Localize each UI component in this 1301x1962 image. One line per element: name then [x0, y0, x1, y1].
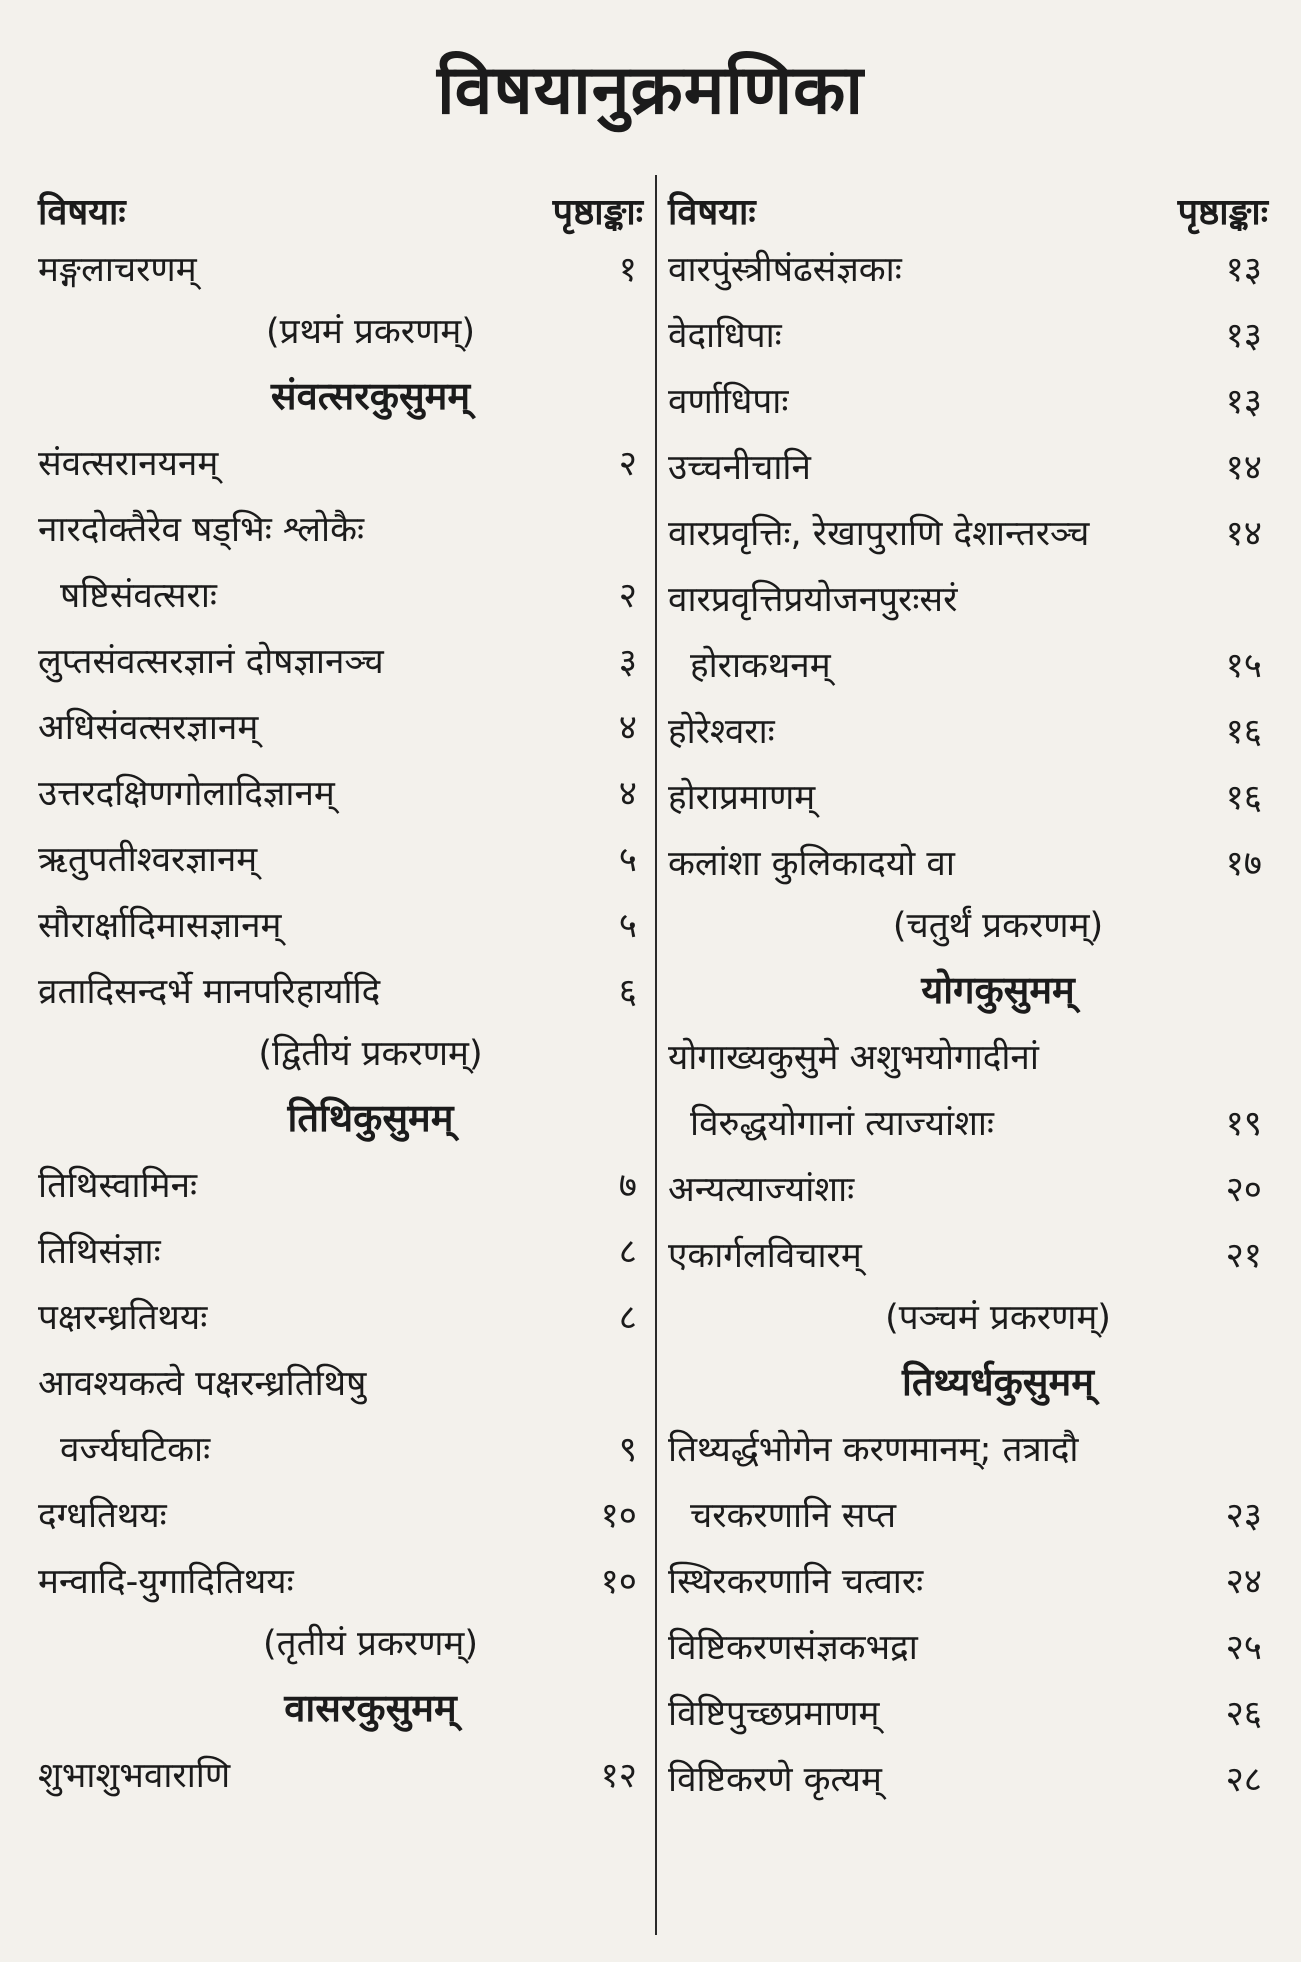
chapter-heading: तिथ्यर्धकुसुमम् — [902, 1360, 1094, 1404]
entry-page-number: १२ — [600, 1755, 637, 1796]
entry-page-number: ३ — [618, 641, 637, 682]
entry-title: होराकथनम् — [690, 645, 831, 686]
entry-page-number: १० — [600, 1561, 637, 1602]
chapter-heading: संवत्सरकुसुमम् — [270, 374, 471, 418]
chapter-label: (तृतीयं प्रकरणम्) — [262, 1624, 479, 1664]
page-title: विषयानुक्रमणिका — [436, 51, 865, 130]
toc-entry — [38, 759, 643, 825]
entry-page-number: २५ — [1225, 1627, 1262, 1668]
entry-title: वारप्रवृत्तिप्रयोजनपुरःसरं — [668, 579, 958, 620]
toc-entry — [668, 433, 1268, 499]
entry-title: तिथिस्वामिनः — [38, 1165, 198, 1206]
entry-title: अन्यत्याज्यांशाः — [668, 1169, 855, 1210]
entry-title: वर्ज्यघटिकाः — [60, 1429, 211, 1470]
entry-page-number: १४ — [1225, 513, 1262, 554]
toc-entry — [38, 1547, 643, 1613]
toc-entry — [668, 1679, 1268, 1745]
entry-page-number: १५ — [1225, 645, 1262, 686]
entry-page-number: १३ — [1225, 249, 1262, 290]
entry-page-number: २४ — [1225, 1561, 1262, 1602]
toc-entry — [668, 1023, 1268, 1089]
entry-title: लुप्तसंवत्सरज्ञानं दोषज्ञानञ्च — [38, 641, 384, 682]
entry-title: उच्चनीचानि — [668, 447, 811, 488]
toc-entry — [668, 301, 1268, 367]
toc-entry — [38, 825, 643, 891]
entry-page-number: ९ — [618, 1429, 637, 1470]
column-divider — [655, 175, 657, 1935]
entry-title: अधिसंवत्सरज्ञानम् — [38, 707, 259, 748]
entry-title: वर्णाधिपाः — [668, 381, 789, 422]
toc-entry — [668, 1547, 1268, 1613]
entry-title: विष्टिकरणसंज्ञकभद्रा — [668, 1627, 918, 1668]
entry-title: तिथिसंज्ञाः — [38, 1231, 161, 1272]
entry-page-number: १४ — [1225, 447, 1262, 488]
toc-entry — [38, 1151, 643, 1217]
left-entry-list — [38, 235, 643, 1807]
toc-entry — [38, 235, 643, 301]
toc-entry — [668, 631, 1268, 697]
entry-title: वारपुंस्त्रीषंढसंज्ञकाः — [668, 249, 902, 290]
entry-page-number: २१ — [1225, 1235, 1262, 1276]
subject-header: विषयाः — [668, 192, 756, 233]
toc-entry — [668, 1481, 1268, 1547]
entry-title: विष्टिकरणे कृत्यम् — [668, 1759, 882, 1800]
entry-page-number: २६ — [1225, 1693, 1262, 1734]
entry-page-number: ७ — [618, 1165, 637, 1206]
entry-title: षष्टिसंवत्सराः — [60, 575, 217, 616]
entry-page-number: ८ — [618, 1297, 637, 1338]
toc-entry — [38, 495, 643, 561]
toc-entry — [668, 697, 1268, 763]
toc-entry — [38, 561, 643, 627]
toc-entry — [668, 235, 1268, 301]
chapter-heading: वासरकुसुमम् — [284, 1686, 457, 1730]
toc-entry — [38, 1283, 643, 1349]
right-entry-list — [668, 235, 1268, 1811]
entry-page-number: १६ — [1225, 711, 1262, 752]
entry-page-number: १ — [618, 249, 637, 290]
toc-entry — [38, 1481, 643, 1547]
right-column — [668, 165, 1268, 1811]
toc-entry — [668, 499, 1268, 565]
entry-page-number: २८ — [1225, 1759, 1262, 1800]
chapter-label: (प्रथमं प्रकरणम्) — [266, 312, 475, 352]
left-column — [38, 165, 643, 1807]
entry-title: कलांशा कुलिकादयो वा — [668, 843, 955, 884]
left-column-header — [38, 165, 643, 235]
chapter-heading: तिथिकुसुमम् — [287, 1096, 454, 1140]
toc-entry — [38, 1741, 643, 1807]
toc-entry — [38, 1217, 643, 1283]
toc-entry — [38, 1349, 643, 1415]
entry-title: सौरार्क्षादिमासज्ञानम् — [38, 905, 282, 946]
entry-page-number: ८ — [618, 1231, 637, 1272]
toc-entry — [38, 957, 643, 1023]
entry-title: नारदोक्तैरेव षड्भिः श्लोकैः — [38, 509, 365, 550]
entry-title: पक्षरन्ध्रतिथयः — [38, 1297, 208, 1338]
toc-entry — [668, 565, 1268, 631]
entry-page-number: ६ — [618, 971, 637, 1012]
toc-entry — [38, 693, 643, 759]
toc-entry — [668, 763, 1268, 829]
entry-page-number: १७ — [1225, 843, 1262, 884]
entry-page-number: १० — [600, 1495, 637, 1536]
toc-entry — [668, 1221, 1268, 1287]
entry-page-number: २० — [1225, 1169, 1262, 1210]
toc-entry — [668, 367, 1268, 433]
chapter-heading: योगकुसुमम् — [921, 968, 1075, 1012]
entry-title: दग्धतिथयः — [38, 1495, 167, 1536]
toc-entry — [38, 627, 643, 693]
entry-title: मन्वादि-युगादितिथयः — [38, 1561, 294, 1602]
chapter-label: (पञ्चमं प्रकरणम्) — [885, 1298, 1111, 1338]
toc-entry — [668, 1155, 1268, 1221]
entry-page-number: ४ — [618, 707, 637, 748]
entry-title: विष्टिपुच्छप्रमाणम् — [668, 1693, 880, 1734]
entry-title: योगाख्यकुसुमे अशुभयोगादीनां — [668, 1037, 1039, 1078]
toc-entry — [668, 1089, 1268, 1155]
entry-title: चरकरणानि सप्त — [690, 1495, 897, 1536]
page-number-header: पृष्ठाङ्काः — [1177, 192, 1268, 233]
entry-title: उत्तरदक्षिणगोलादिज्ञानम् — [38, 773, 335, 814]
entry-title: मङ्गलाचरणम् — [38, 249, 197, 290]
toc-entry — [38, 429, 643, 495]
entry-title: तिथ्यर्द्धभोगेन करणमानम्; तत्रादौ — [668, 1429, 1079, 1470]
right-column-header — [668, 165, 1268, 235]
entry-title: स्थिरकरणानि चत्वारः — [668, 1561, 924, 1602]
entry-title: विरुद्धयोगानां त्याज्यांशाः — [690, 1103, 995, 1144]
toc-entry — [668, 1745, 1268, 1811]
entry-title: होरेश्वराः — [668, 711, 775, 752]
entry-page-number: २ — [618, 443, 637, 484]
toc-entry — [668, 829, 1268, 895]
entry-title: शुभाशुभवाराणि — [38, 1755, 231, 1796]
entry-page-number: २ — [618, 575, 637, 616]
entry-page-number: १६ — [1225, 777, 1262, 818]
subject-header: विषयाः — [38, 192, 126, 233]
chapter-label: (चतुर्थं प्रकरणम्) — [892, 906, 1104, 946]
entry-page-number: २३ — [1225, 1495, 1262, 1536]
entry-title: होराप्रमाणम् — [668, 777, 816, 818]
toc-entry — [668, 1415, 1268, 1481]
page-number-header: पृष्ठाङ्काः — [552, 192, 643, 233]
entry-page-number: ५ — [618, 839, 637, 880]
entry-title: ऋतुपतीश्वरज्ञानम् — [38, 839, 258, 880]
entry-title: आवश्यकत्वे पक्षरन्ध्रतिथिषु — [38, 1363, 367, 1404]
entry-page-number: १३ — [1225, 315, 1262, 356]
toc-entry — [668, 1613, 1268, 1679]
toc-entry — [38, 891, 643, 957]
entry-title: संवत्सरानयनम् — [38, 443, 219, 484]
toc-entry — [38, 1415, 643, 1481]
entry-page-number: १३ — [1225, 381, 1262, 422]
entry-title: वेदाधिपाः — [668, 315, 782, 356]
entry-page-number: ५ — [618, 905, 637, 946]
chapter-label: (द्वितीयं प्रकरणम्) — [258, 1034, 483, 1074]
entry-page-number: १९ — [1225, 1103, 1262, 1144]
entry-title: वारप्रवृत्तिः, रेखापुराणि देशान्तरञ्च — [668, 513, 1090, 554]
entry-title: व्रतादिसन्दर्भे मानपरिहार्यादि — [38, 971, 381, 1012]
entry-title: एकार्गलविचारम् — [668, 1235, 862, 1276]
entry-page-number: ४ — [618, 773, 637, 814]
